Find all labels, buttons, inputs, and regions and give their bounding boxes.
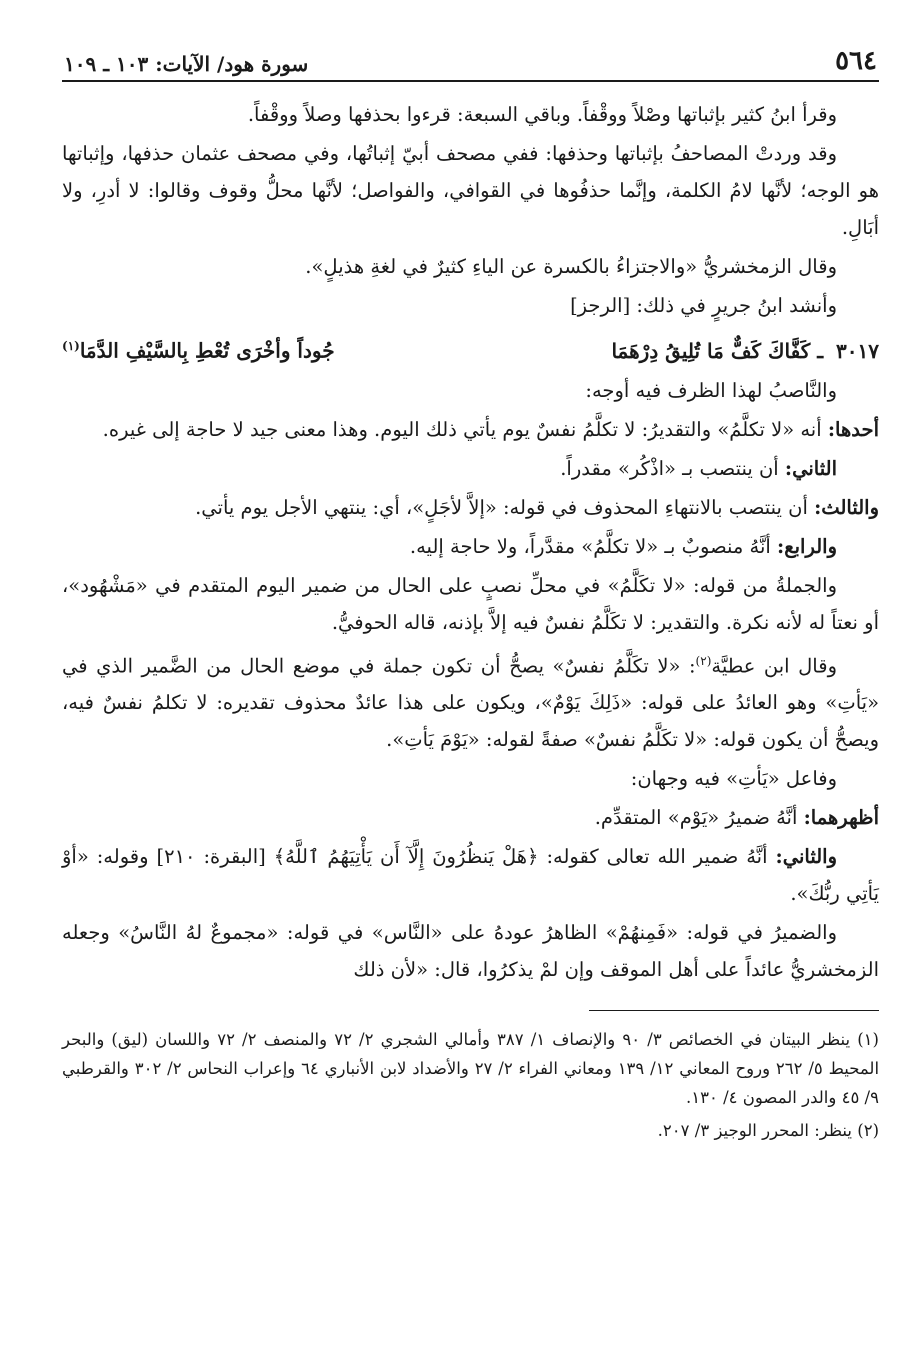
paragraph-text: أنَّهُ ضميرُ «يَوْم» المتقدِّم.: [594, 806, 798, 830]
paragraph-lead: والرابع:: [777, 534, 837, 558]
footnote-divider: [589, 1010, 879, 1011]
paragraph-text: أنَّهُ منصوبٌ بـ «لا تكلَّمُ» مقدَّراً، ولا حاجة إليه.: [409, 534, 771, 558]
paragraph-lead: والثاني:: [775, 845, 837, 869]
paragraph: [62, 838, 879, 912]
paragraph: [62, 643, 879, 759]
footnote: (٢) ينظر: المحرر الوجيز ٣/ ٢٠٧.: [657, 1121, 879, 1141]
paragraph: [62, 248, 879, 285]
running-head: سورة هود/ الآيات: ١٠٣ ـ ١٠٩: [64, 52, 309, 76]
paragraph: [62, 760, 879, 797]
page-number: ٥٦٤: [835, 46, 877, 76]
paragraph-lead: أحدها:: [827, 417, 879, 441]
paragraph: [62, 135, 879, 246]
verse-number: ٣٠١٧: [836, 338, 879, 363]
paragraph: [62, 450, 879, 487]
paragraph-lead: الثاني:: [784, 456, 837, 480]
paragraph-text: وأنشد ابنُ جريرٍ في ذلك: [الرجز]: [570, 294, 837, 317]
footnotes: [62, 1025, 879, 1145]
book-page: [62, 34, 879, 1349]
verse-second-text: جُوداً وأخْرَى تُعْطِ بِالسَّيْفِ الدَّمَا: [79, 338, 335, 363]
paragraph: [62, 799, 879, 836]
verse-second-hemistich: [62, 328, 335, 370]
footnote-ref: (٢): [695, 653, 712, 668]
paragraph: [62, 528, 879, 565]
paragraph: [62, 411, 879, 448]
paragraph-text: والجملةُ من قوله: «لا تكَلَّمُ» في محلِّ نصبٍ على الحال من ضمير اليوم المتقدم في «مَشْهُود»، أو نعتاً له لأنه نكرة. والتقدير: لا تكَلَّمُ نفسٌ فيه إلاَّ بإذنه، قاله الحوفيُّ.: [62, 573, 879, 634]
paragraph-text: وقرأ ابنُ كثير بإثباتها وصْلاً ووقْفاً. وباقي السبعة: قرءوا بحذفها وصلاً ووقْفاً.: [247, 103, 837, 126]
paragraph-text: وفاعل «يَأتِ» فيه وجهان:: [630, 767, 837, 791]
main-text: [62, 96, 879, 988]
paragraph-text: أن ينتصب بالانتهاءِ المحذوف في قوله: «إلاَّ لأجَلٍ»، أي: ينتهي الأجل يوم يأتي.: [195, 495, 808, 519]
paragraph-text: وقال ابن عطيَّة: [711, 654, 837, 678]
paragraph-text: والنَّاصبُ لهذا الظرف فيه أوجه:: [585, 378, 837, 402]
footnote-ref: (١): [62, 339, 80, 353]
paragraph: [62, 567, 879, 641]
page-header: [62, 34, 879, 82]
poetry-verse: [62, 328, 879, 370]
paragraph-text: : «لا تكَلَّمُ نفسٌ» يصحُّ أن تكون جملة في موضع الحال من الضَّمير الذي في «يَأتِ» وهو العائدُ على قوله: «ذَلِكَ يَوْمٌ»، ويكون على هذا عائدٌ محذوف تقديره: لا تكلمُ نفسٌ فيه، ويصحُّ أن يكون قوله: «لا تكَلَّمُ نفسٌ» صفةً لقوله: «يَوْمَ يَأتِ».: [62, 654, 879, 752]
paragraph-text: أن ينتصب بـ «اذْكُر» مقدراً.: [560, 456, 779, 480]
paragraph-lead: والثالث:: [814, 495, 879, 519]
paragraph: [62, 372, 879, 409]
paragraph-text: أنه «لا تكلَّمُ» والتقديرُ: لا تكلَّمُ نفسٌ يوم يأتي ذلك اليوم. وهذا معنى جيد لا حاجة إلى غيره.: [102, 417, 822, 441]
verse-first-text: كَفَّاكَ كَفٌّ مَا تُلِيقُ دِرْهَمَا: [611, 338, 811, 363]
paragraph-lead: أظهرهما:: [803, 806, 879, 830]
paragraph: [62, 287, 879, 324]
paragraph-text: وقد وردتْ المصاحفُ بإثباتها وحذفها: ففي مصحف أبيّ إثباتُها، وفي مصحف عثمان حذفها، وإثباتها هو الوجه؛ لأنَّها لامُ الكلمة، وإنَّما حذفُوها في القوافي، والفواصل؛ لأنَّها محلُّ وقوف وقالوا: لا أدرِ، ولا أبَالِ.: [62, 142, 879, 239]
paragraph-text: والضميرُ في قوله: «فَمِنهُمْ» الظاهرُ عودهُ على «النَّاس» في قوله: «مجموعٌ لهُ النَّاسُ» وجعله الزمخشريُّ عائداً على أهل الموقف وإن لمْ يذكرُوا، قال: «لأن ذلك: [62, 921, 879, 982]
paragraph: [62, 489, 879, 526]
paragraph: [62, 96, 879, 133]
footnote: (١) ينظر البيتان في الخصائص ٣/ ٩٠ والإنصاف ١/ ٣٨٧ وأمالي الشجري ٢/ ٧٢ والمنصف ٢/ ٧٢ واللسان (ليق) والبحر المحيط ٥/ ٢٦٢ وروح المعاني ١٢/ ١٣٩ ومعاني الفراء ٢/ ٢٧ والأضداد لابن الأنباري ٦٤ وإعراب النحاس ٢/ ٣٠٢ والقرطبي ٩/ ٤٥ والدر المصون ٤/ ١٣٠.: [62, 1030, 880, 1108]
paragraph: [62, 914, 879, 988]
verse-first-hemistich: ٣٠١٧ ـ كَفَّاكَ كَفٌّ مَا تُلِيقُ دِرْهَمَا: [611, 338, 879, 363]
paragraph-text: وقال الزمخشريُّ «والاجتزاءُ بالكسرة عن الياءِ كثيرٌ في لغةِ هذيلٍ».: [305, 255, 837, 278]
paragraph-text: أنَّهُ ضمير الله تعالى كقوله: ﴿هَلْ يَنظُرُونَ إِلَّآ أَن يَأْتِيَهُمُ ٱللَّهُ﴾ [البقرة: ٢١٠] وقوله: «أوْ يَأتِي ربُّكَ».: [62, 845, 879, 906]
